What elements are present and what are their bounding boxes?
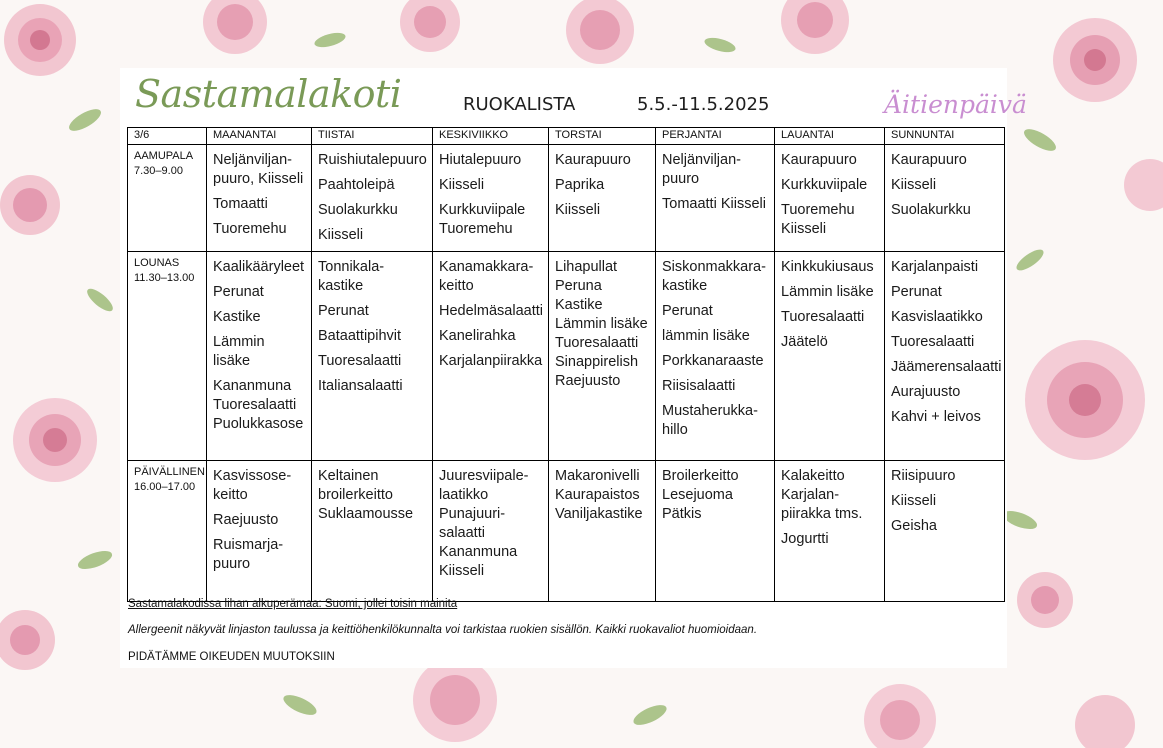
menu-item: Makaronivelli Kaurapaistos Vaniljakastike xyxy=(555,468,643,522)
menu-item: Neljänviljan-puuro, Kiisseli xyxy=(213,152,304,187)
menu-item: Kahvi + leivos xyxy=(891,409,981,425)
menu-item: Perunat xyxy=(213,284,264,300)
flower-top-4 xyxy=(781,0,849,54)
menu-item: Mustaherukka-hillo xyxy=(662,403,758,438)
allergen-note: Allergeenit näkyvät linjaston taulussa ja keittiöhenkilökunnalta voi tarkistaa ruokien sisällön. Kaikki ruokavaliot huomioidaan. xyxy=(128,624,758,636)
menu-item: Jäätelö xyxy=(781,334,828,350)
menu-item: Kiisseli xyxy=(318,227,364,243)
menu-item: Siskonmakkara-kastike xyxy=(662,259,766,294)
menu-item: Karjalanpaisti xyxy=(891,259,979,275)
menu-cell xyxy=(207,461,312,602)
menu-item: Riisipuuro xyxy=(891,468,956,484)
menu-cell xyxy=(656,145,775,252)
meal-time: 7.30–9.00 xyxy=(134,165,183,177)
menu-item: Jäämerensalaatti xyxy=(891,359,1002,375)
menu-item: Suolakurkku xyxy=(318,202,398,218)
menu-item: Suolakurkku xyxy=(891,202,971,218)
sastamalakoti-logo xyxy=(135,72,402,116)
menu-item: Kasvislaatikko xyxy=(891,309,983,325)
menu-item: Kanamakkara-keitto xyxy=(439,259,534,294)
meal-name: AAMUPALA xyxy=(134,150,194,162)
menu-item: Neljänviljan-puuro xyxy=(662,152,741,187)
flower-left-1 xyxy=(0,175,60,235)
special-day-label: Äitienpäivä xyxy=(884,90,1027,119)
menu-item: Kaurapuuro xyxy=(781,152,857,168)
menu-cell xyxy=(775,461,885,602)
header-row xyxy=(128,128,1005,145)
meat-origin-note: Sastamalakodissa lihan alkuperämaa: Suomi, jollei toisin mainita xyxy=(128,598,458,610)
menu-item: Tuoresalaatti xyxy=(891,334,975,350)
menu-cell xyxy=(775,252,885,461)
menu-item: Kaurapuuro xyxy=(891,152,967,168)
menu-item: Kinkkukiusaus xyxy=(781,259,874,275)
day-header-tuesday: TIISTAI xyxy=(312,128,433,145)
menu-item: Geisha xyxy=(891,518,937,534)
menu-item: Paahtoleipä xyxy=(318,177,395,193)
flower-left-3 xyxy=(0,610,55,670)
menu-item: Kiisseli xyxy=(439,177,485,193)
menu-cell xyxy=(433,145,549,252)
logo-text: Sastamalakoti xyxy=(135,72,402,116)
flower-bottom-2 xyxy=(864,684,936,748)
menu-cell xyxy=(207,145,312,252)
meal-name: PÄIVÄLLINEN xyxy=(134,466,205,478)
menu-body xyxy=(128,145,1005,602)
menu-cell xyxy=(312,461,433,602)
menu-item: Karjalanpiirakka xyxy=(439,353,543,369)
meal-name: LOUNAS xyxy=(134,257,180,269)
flower-top-2 xyxy=(400,0,460,52)
menu-cell xyxy=(656,252,775,461)
menu-item: Raejuusto xyxy=(213,512,279,528)
meal-row-lunch xyxy=(128,252,1005,461)
menu-item: Aurajuusto xyxy=(891,384,961,400)
menu-item: Kurkkuviipale xyxy=(781,177,868,193)
menu-table xyxy=(127,127,1005,602)
menu-cell xyxy=(549,252,656,461)
menu-item: Tuoremehu xyxy=(213,221,287,237)
menu-item: Keltainen broilerkeitto Suklaamousse xyxy=(318,468,414,522)
menu-item: Bataattipihvit xyxy=(318,328,402,344)
flower-bottom-1 xyxy=(413,658,497,742)
menu-item: Kasvissose-keitto xyxy=(213,468,292,503)
menu-item: Tomaatti xyxy=(213,196,268,212)
menu-item: Ruismarja-puuro xyxy=(213,537,284,572)
menu-cell xyxy=(775,145,885,252)
menu-item: lämmin lisäke xyxy=(662,328,750,344)
day-header-sunday: SUNNUNTAI xyxy=(885,128,1005,145)
flower-top-1 xyxy=(203,0,267,54)
meal-label xyxy=(128,145,207,252)
menu-item: Hedelmäsalaatti xyxy=(439,303,543,319)
menu-item: Juuresviipale-laatikko Punajuuri-salaatti Kananmuna Kiisseli xyxy=(439,468,529,579)
menu-item: Tuoremehu Kiisseli xyxy=(781,202,855,237)
menu-item: Kiisseli xyxy=(555,202,601,218)
menu-item: Paprika xyxy=(555,177,605,193)
menu-item: Lihapullat Peruna Kastike Lämmin lisäke Tuoresalaatti Sinappirelish Raejuusto xyxy=(555,259,648,389)
menu-item: Kiisseli xyxy=(891,493,937,509)
meal-time: 16.00–17.00 xyxy=(134,481,196,493)
meal-row-dinner xyxy=(128,461,1005,602)
menu-cell xyxy=(549,461,656,602)
menu-cell xyxy=(885,252,1005,461)
menu-item: Kaurapuuro xyxy=(555,152,631,168)
menu-item: Kastike xyxy=(213,309,261,325)
menu-item: Kanelirahka xyxy=(439,328,516,344)
menu-cell xyxy=(312,145,433,252)
flower-bottom-right xyxy=(1075,695,1135,748)
flower-left-2 xyxy=(13,398,97,482)
menu-title: RUOKALISTA xyxy=(463,94,576,115)
menu-item: Ruishiutalepuuro xyxy=(318,152,427,168)
meal-label xyxy=(128,252,207,461)
menu-item: Kananmuna Tuoresalaatti Puolukkasose xyxy=(213,378,304,432)
rights-note: PIDÄTÄMME OIKEUDEN MUUTOKSIIN xyxy=(128,651,335,663)
flower-right-3 xyxy=(1017,572,1073,628)
menu-item: Italiansalaatti xyxy=(318,378,403,394)
menu-item: Perunat xyxy=(318,303,369,319)
menu-item: Kaalikääryleet xyxy=(213,259,305,275)
meal-time: 11.30–13.00 xyxy=(134,272,195,284)
menu-item: Tonnikala-kastike xyxy=(318,259,385,294)
menu-item: Perunat xyxy=(891,284,942,300)
menu-item: Kalakeitto Karjalan-piirakka tms. xyxy=(781,468,863,522)
day-header-monday: MAANANTAI xyxy=(207,128,312,145)
menu-item: Tuoresalaatti xyxy=(781,309,865,325)
meal-row-breakfast xyxy=(128,145,1005,252)
menu-item: Perunat xyxy=(662,303,713,319)
meal-label xyxy=(128,461,207,602)
day-header-saturday: LAUANTAI xyxy=(775,128,885,145)
menu-cell xyxy=(549,145,656,252)
menu-item: Broilerkeitto Lesejuoma Pätkis xyxy=(662,468,739,522)
flower-right-1 xyxy=(1124,159,1163,211)
menu-cell xyxy=(433,252,549,461)
flower-top-3 xyxy=(566,0,634,64)
menu-cell xyxy=(885,145,1005,252)
day-header-friday: PERJANTAI xyxy=(656,128,775,145)
menu-item: Tuoresalaatti xyxy=(318,353,402,369)
menu-item: Lämmin lisäke xyxy=(213,334,265,369)
menu-item: Kurkkuviipale Tuoremehu xyxy=(439,202,526,237)
menu-item: Porkkanaraaste xyxy=(662,353,764,369)
day-header-thursday: TORSTAI xyxy=(549,128,656,145)
menu-cell xyxy=(207,252,312,461)
menu-cell xyxy=(312,252,433,461)
menu-item: Kiisseli xyxy=(891,177,937,193)
menu-cell xyxy=(885,461,1005,602)
menu-cell xyxy=(433,461,549,602)
corner-cell: 3/6 xyxy=(128,128,207,145)
menu-dates: 5.5.-11.5.2025 xyxy=(637,94,770,115)
menu-cell xyxy=(656,461,775,602)
flower-right-2 xyxy=(1025,340,1145,460)
flower-top-left xyxy=(4,4,76,76)
flower-top-right xyxy=(1053,18,1137,102)
day-header-wednesday: KESKIVIIKKO xyxy=(433,128,549,145)
menu-item: Hiutalepuuro xyxy=(439,152,522,168)
menu-item: Lämmin lisäke xyxy=(781,284,874,300)
menu-item: Jogurtti xyxy=(781,531,829,547)
menu-item: Riisisalaatti xyxy=(662,378,736,394)
menu-item: Tomaatti Kiisseli xyxy=(662,196,766,212)
